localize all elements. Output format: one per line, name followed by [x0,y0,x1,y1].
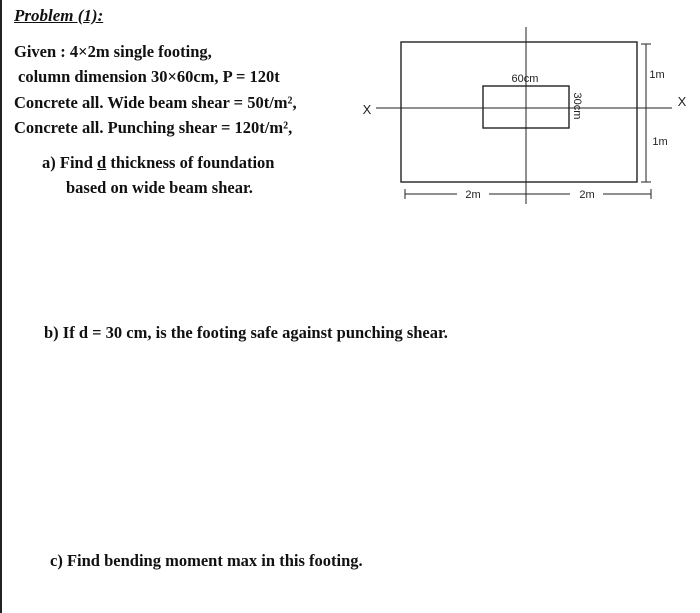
given-line-2: column dimension 30×60cm, P = 120t [18,67,280,86]
column-width-label: 60cm [511,73,539,85]
given-line-3: Concrete all. Wide beam shear = 50t/m², [14,93,297,112]
footing-outline [401,42,637,182]
part-a-line-2: based on wide beam shear. [66,178,253,197]
width-top-label: 1m [649,69,665,81]
length-left-label: 2m [465,189,481,201]
problem-title: Problem (1): [14,6,104,25]
part-b-text: If d = 30 cm, is the footing safe against punching shear. [62,323,448,342]
part-a-text-post: thickness of foundation [110,153,275,172]
part-b-label: b) [44,323,59,342]
part-a-text-pre: Find [59,153,93,172]
section-label-right: X [677,94,687,109]
given-line-4: Concrete all. Punching shear = 120t/m², [14,118,293,137]
part-a-d: d [97,153,107,172]
part-c-text: Find bending moment max in this footing. [66,551,363,570]
column-depth-label: 30cm [571,92,583,120]
given-line-1: Given : 4×2m single footing, [14,42,212,61]
length-right-label: 2m [579,189,595,201]
width-bottom-label: 1m [652,136,668,148]
part-c-label: c) [50,551,63,570]
section-label-left: X [362,102,372,117]
part-a-label: a) [42,153,56,172]
